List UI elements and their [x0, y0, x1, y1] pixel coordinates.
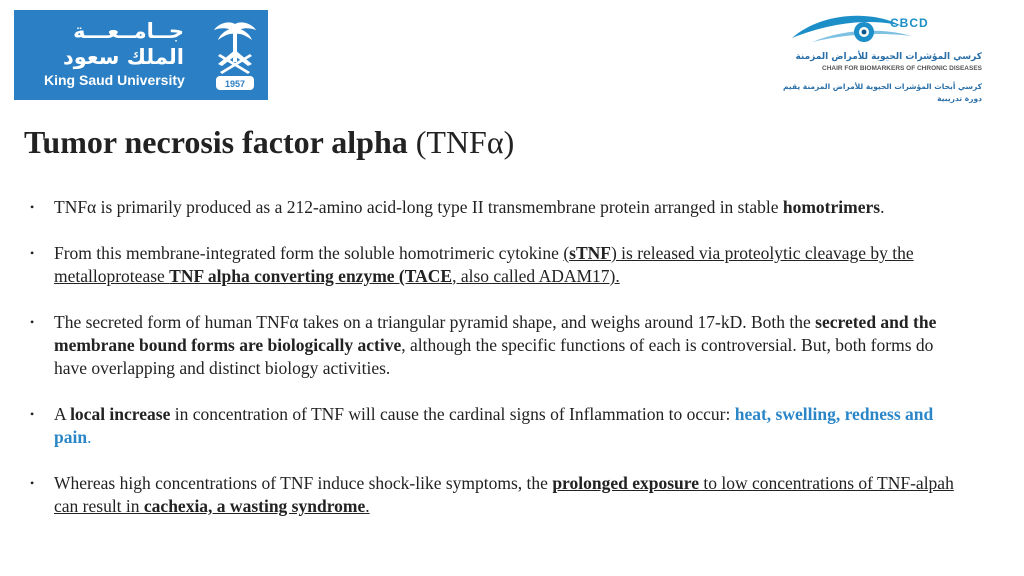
bullet-item-prolonged-exposure [30, 472, 970, 518]
bullet-text-underlined: to low concentrations of TNF-alpah can result in [54, 473, 954, 516]
bullet-text-bold-underlined: prolonged exposure [552, 473, 699, 493]
ksu-logo-arabic-line2: الملك سعود [62, 45, 184, 69]
page-title [24, 124, 514, 161]
bullet-text-bold: homotrimers [782, 197, 881, 217]
cbcd-abbreviation: CBCD [890, 16, 929, 30]
bullet-text-bold: secreted and the membrane bound forms are biologically active [54, 312, 937, 355]
bullet-item-local-increase [30, 403, 970, 449]
ksu-emblem-year: 1957 [224, 79, 246, 89]
title-abbreviation: (TNFα) [415, 124, 515, 160]
bullet-dot-icon: • [30, 476, 35, 490]
bullet-text: Whereas high concentrations of TNF induce shock-like symptoms, the [54, 473, 553, 493]
bullet-text-bold-underlined: sTNF [569, 243, 611, 263]
cbcd-logo [752, 8, 992, 108]
bullet-item-production [30, 196, 970, 219]
cbcd-arabic-subtitle-1: كرسي أبحاث المؤشرات الحيوية للأمراض المزمنة يقيم [783, 82, 982, 91]
bullet-list [30, 196, 970, 541]
bullet-text: From this membrane-integrated form the soluble homotrimeric cytokine [54, 243, 564, 263]
bullet-dot-icon: • [30, 200, 35, 214]
cbcd-arabic-subtitle-2: دورة تدريبية [937, 94, 982, 103]
bullet-text-blue: . [87, 427, 92, 447]
bullet-text-underlined: , also called ADAM17). [452, 266, 620, 286]
bullet-text-bold-underlined: cachexia, a wasting syndrome [143, 496, 366, 516]
bullet-text-bold-underlined: TNF alpha converting enzyme (TACE [169, 266, 453, 286]
bullet-item-secreted-form [30, 311, 970, 380]
cbcd-english-name: CHAIR FOR BIOMARKERS OF CHRONIC DISEASES [822, 65, 982, 72]
ksu-logo-english: King Saud University [44, 72, 185, 88]
bullet-text: , although the specific functions of each is controversial. But, both forms do have overlapping and distinct biology activities. [54, 335, 934, 378]
bullet-item-soluble-form [30, 242, 970, 288]
cbcd-arabic-name: كرسي المؤشرات الحيوية للأمراض المزمنة [795, 52, 982, 62]
bullet-text-underlined: ) is released via proteolytic cleavage by the metalloprotease [54, 243, 914, 286]
bullet-text: A [54, 404, 71, 424]
bullet-text-underlined: . [365, 496, 370, 516]
ksu-logo [14, 10, 268, 100]
bullet-text: TNFα is primarily produced as a 212-amino acid-long type II transmembrane protein arranged in stable [54, 197, 783, 217]
bullet-dot-icon: • [30, 407, 35, 421]
bullet-text: The secreted form of human TNFα takes on a triangular pyramid shape, and weighs around 17-kD. Both the [54, 312, 816, 332]
bullet-text-bold-blue: heat, swelling, redness and pain [54, 404, 934, 447]
palm-emblem-icon [208, 18, 262, 94]
eye-swoosh-icon [752, 8, 992, 52]
bullet-text-bold: local increase [70, 404, 171, 424]
ksu-logo-arabic-line1: جــامــعـــة [73, 19, 184, 43]
bullet-text: . [880, 197, 885, 217]
bullet-dot-icon: • [30, 246, 35, 260]
title-bold: Tumor necrosis factor alpha [24, 124, 408, 160]
bullet-text: in concentration of TNF will cause the cardinal signs of Inflammation to occur: [170, 404, 735, 424]
bullet-dot-icon: • [30, 315, 35, 329]
bullet-text-underlined: ( [563, 243, 570, 263]
